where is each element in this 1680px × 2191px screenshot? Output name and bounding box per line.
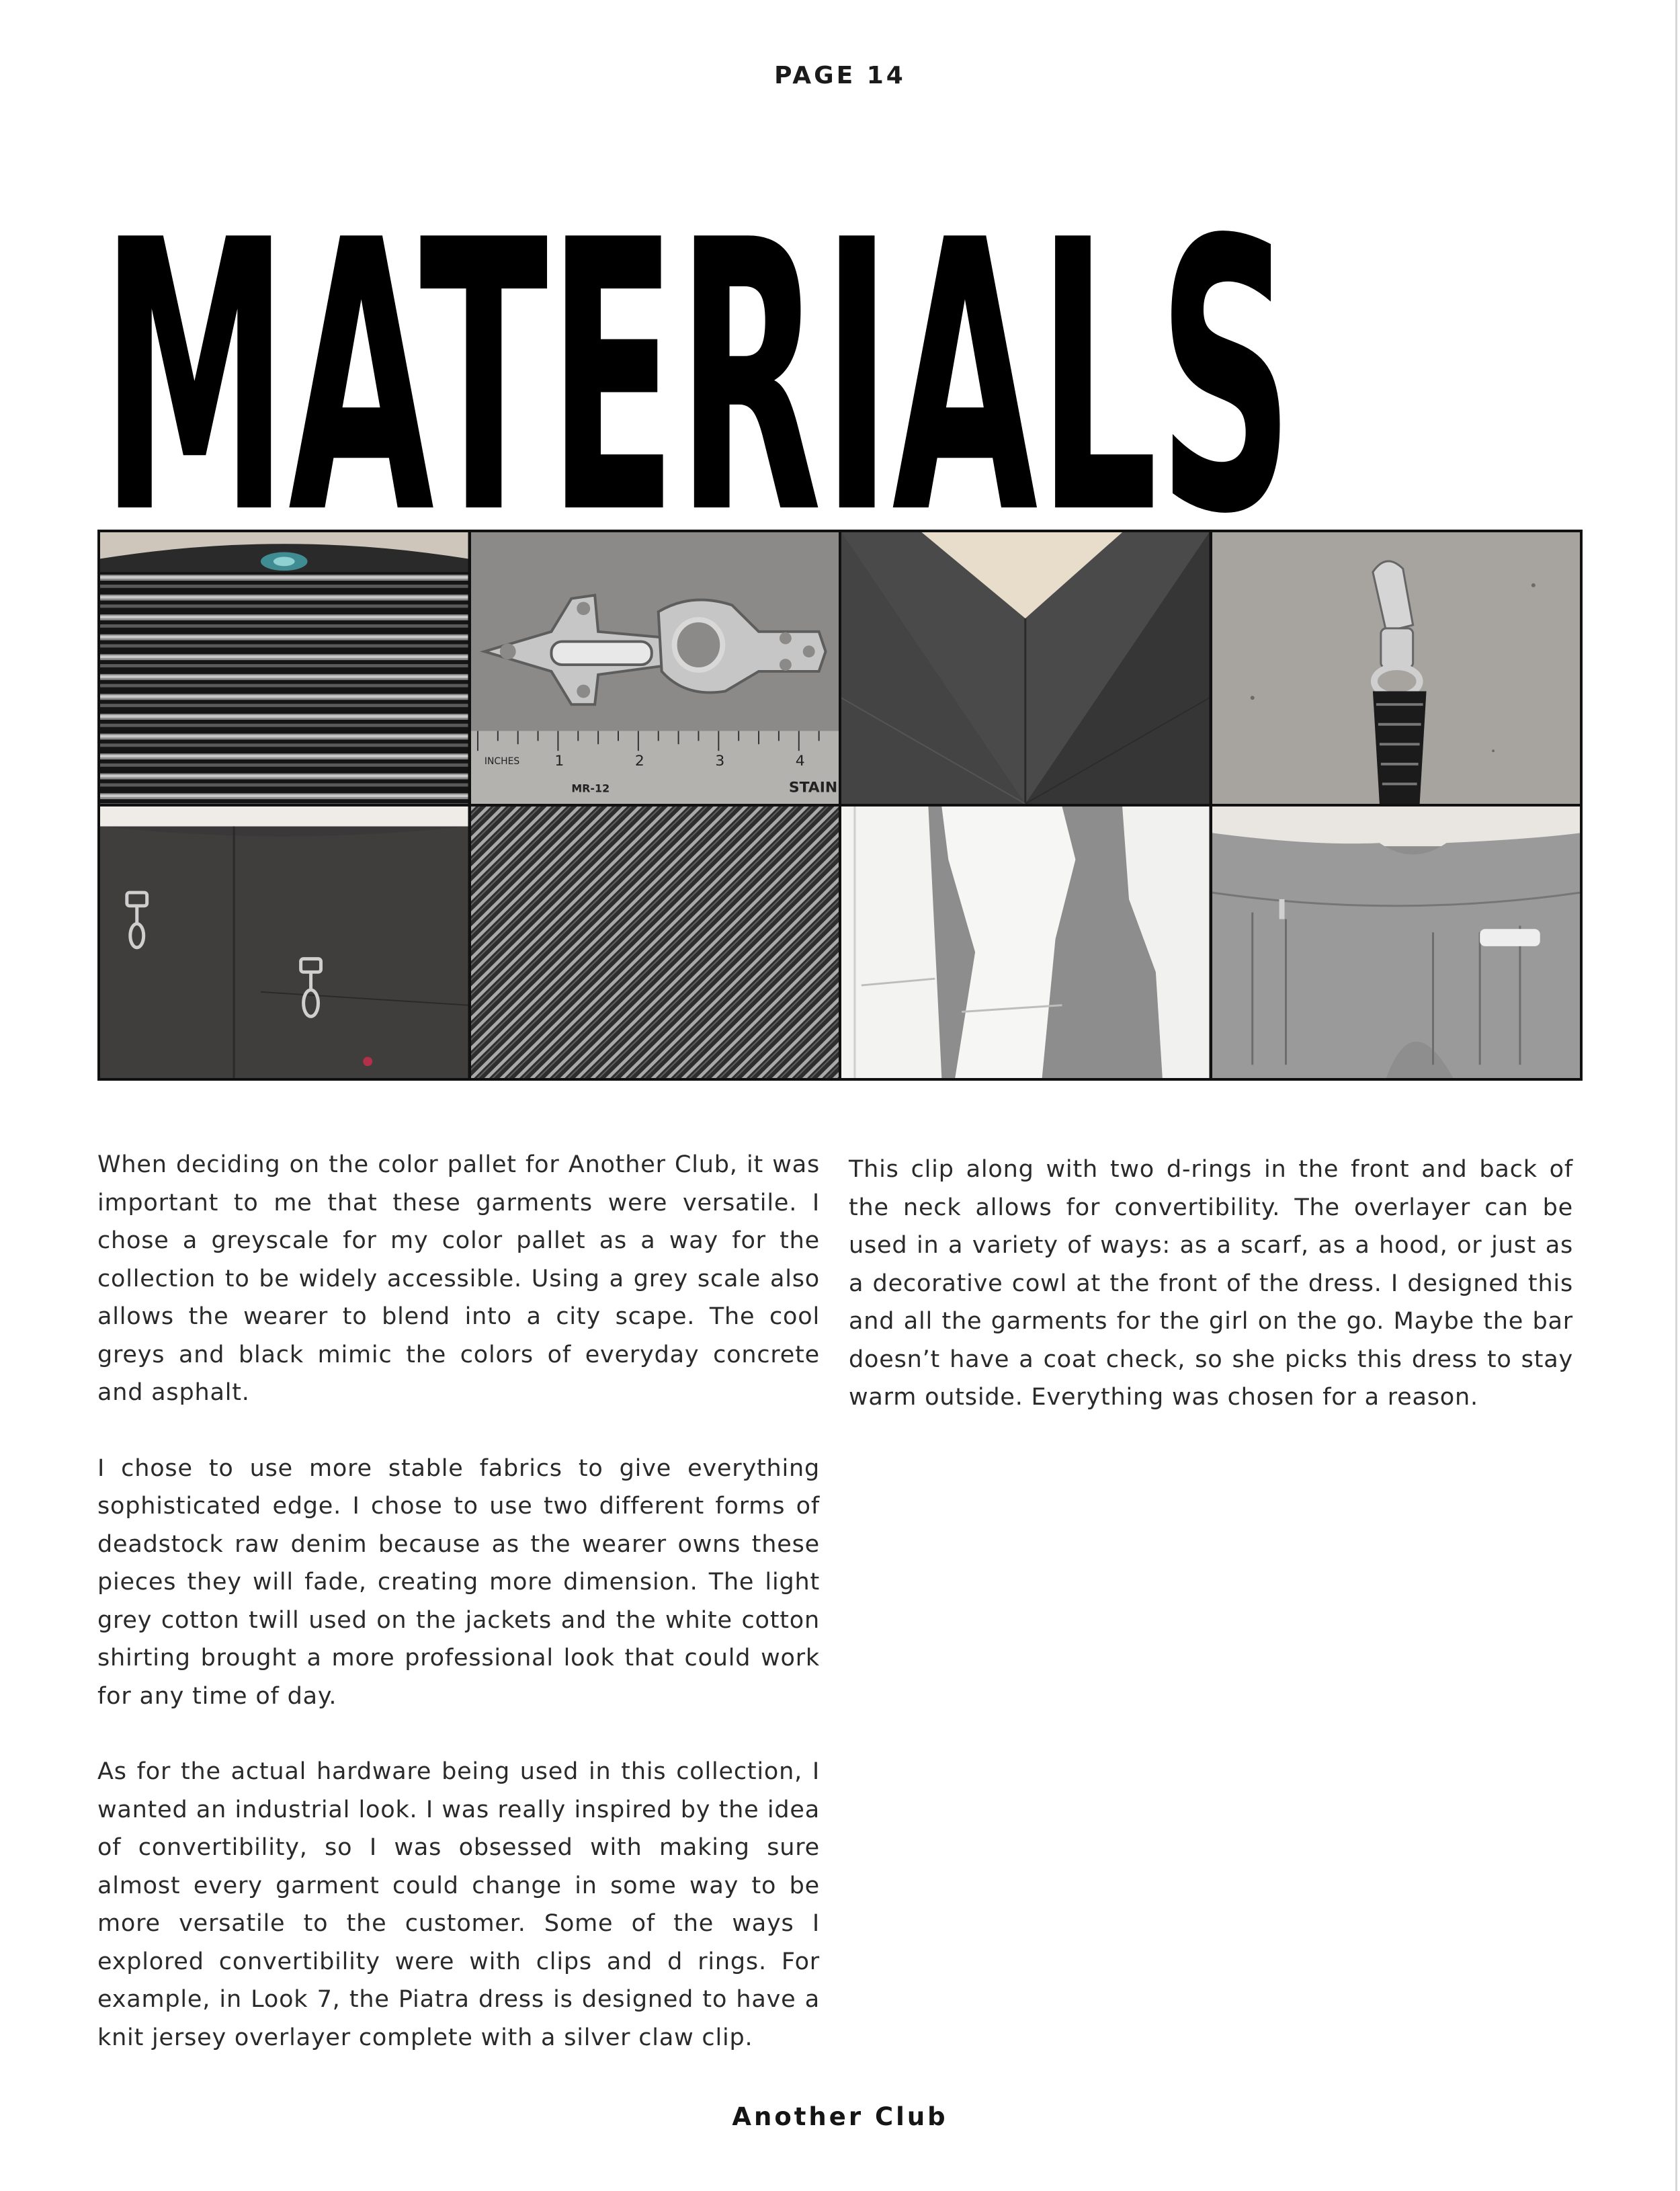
photo-raw-denim-clips: [100, 807, 468, 1078]
ruler-model: MR-12: [571, 782, 610, 795]
page-title: [101, 222, 1297, 518]
photo-striped-knit: [100, 532, 468, 804]
body-paragraph-4: This clip along with two d-rings in the front and back of the neck allows for convertibility. The overlayer can be used in a variety of ways: as a scarf, as a hood, or just as a decorative cowl at the front of the dress. I designed this and all the garments for the girl on the go. Maybe the bar doesn’t have a coat check, so she picks this dress to stay warm outside. Everything was chosen for a reason.: [849, 1156, 1573, 1411]
body-paragraph-1: When deciding on the color pallet for Another Club, it was important to me that these garments were versatile. I chose a greyscale for my color pallet as a way for the collection to be widely accessible. Using a grey scale also allows the wearer to blend into a city scape. The cool greys and black mimic the colors of everyday concrete and asphalt.: [97, 1151, 820, 1406]
left-text-column: [97, 1146, 820, 2094]
body-paragraph-2: I chose to use more stable fabrics to give everything sophisticated edge. I chose to use two different forms of deadstock raw denim because as the wearer owns these pieces they will fade, creating more dimension. The light grey cotton twill used on the jackets and the white cotton shirting brought a more professional look that could work for any time of day.: [97, 1454, 820, 1710]
page-edge-line: [1675, 0, 1677, 2191]
ruler-units: INCHES: [484, 755, 519, 767]
photo-grey-trousers: [1212, 807, 1581, 1078]
ruler-brand: STAIN: [788, 779, 837, 796]
body-paragraph-3: As for the actual hardware being used in this collection, I wanted an industrial look. I was really inspired by the idea of convertibility, so I was obsessed with making sure almost every garment could change in some way to be more versatile to the customer. Some of the ways I explored convertibility were with clips and d rings. For example, in Look 7, the Piatra dress is designed to have a knit jersey overlayer complete with a silver claw clip.: [97, 1758, 820, 2051]
materials-photo-grid: [97, 530, 1583, 1081]
photo-vneck-denim: [841, 532, 1210, 804]
footer-brand: Another Club: [732, 2102, 948, 2131]
ruler-number-1: 1: [554, 752, 564, 770]
right-text-column: [849, 1151, 1573, 1454]
photo-white-shirting: [841, 807, 1210, 1078]
photo-twill-fabric: [471, 807, 839, 1078]
ruler-number-4: 4: [795, 752, 805, 770]
title-text: MATERIALS: [101, 222, 1294, 518]
page-number: PAGE 14: [774, 62, 906, 89]
photo-claw-clip: [1212, 532, 1581, 804]
ruler-number-2: 2: [634, 752, 644, 770]
photo-hook-hardware: [471, 532, 839, 804]
ruler-number-3: 3: [714, 752, 724, 770]
